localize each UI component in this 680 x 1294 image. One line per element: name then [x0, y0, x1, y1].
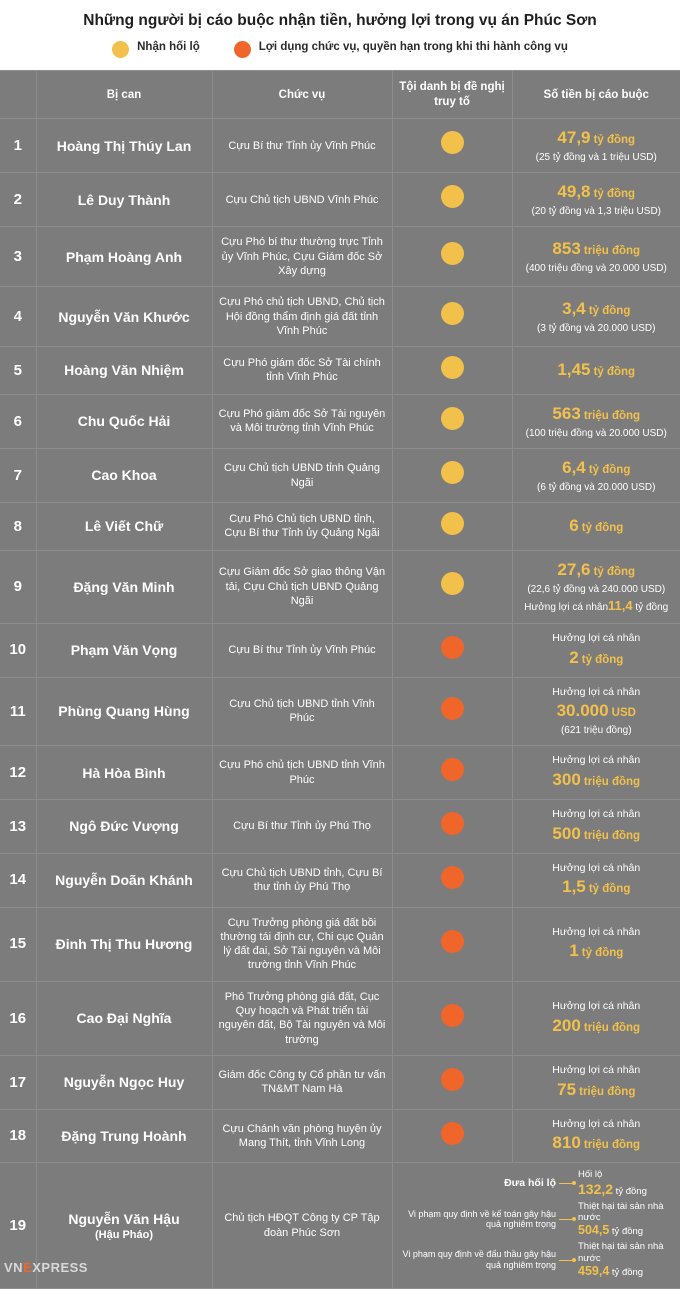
defendant-name: Cao Khoa — [36, 448, 212, 502]
table-row — [0, 1055, 680, 1109]
row-number: 16 — [0, 981, 36, 1055]
charge-cell — [392, 347, 512, 395]
table-row — [0, 623, 680, 677]
amount-value: 27,6 — [557, 559, 591, 579]
defendant-name: Phùng Quang Hùng — [36, 677, 212, 746]
amount-cell — [512, 173, 680, 227]
table-row — [0, 448, 680, 502]
row-number: 19 — [0, 1163, 36, 1289]
amount-unit: tỷ đồng — [593, 565, 636, 578]
charge-amount-value: 459,4 — [578, 1264, 610, 1279]
defendant-name: Lê Viết Chữ — [36, 503, 212, 551]
row-number: 15 — [0, 907, 36, 981]
row-number: 10 — [0, 623, 36, 677]
table-row — [0, 800, 680, 854]
amount-prefix: Hưởng lợi cá nhân — [552, 685, 641, 698]
table-row — [0, 173, 680, 227]
amount-unit: triệu đồng — [579, 1085, 636, 1098]
charge-dot-bribe-icon — [441, 185, 464, 208]
defendant-role: Cựu Trưởng phòng giá đất bồi thường tái định cư, Chi cục Quản lý đất đai, Sở Tài nguyên và Môi trường tỉnh Vĩnh Phúc — [212, 907, 392, 981]
table-row — [0, 287, 680, 347]
defendant-name: Nguyễn Ngọc Huy — [36, 1055, 212, 1109]
legend-dot-bribe-icon — [112, 41, 129, 58]
amount-cell — [512, 394, 680, 448]
row-number: 2 — [0, 173, 36, 227]
table-row — [0, 677, 680, 746]
amount-unit: tỷ đồng — [593, 188, 636, 201]
charge-cell — [392, 1109, 512, 1163]
amount-value: 2 — [569, 647, 579, 667]
legend-label-abuse: Lợi dụng chức vụ, quyền hạn trong khi thi hành công vụ — [258, 41, 568, 54]
amount-detail: (25 tỷ đồng và 1 triệu USD) — [535, 152, 657, 164]
defendant-name: Đinh Thị Thu Hương — [36, 907, 212, 981]
defendant-role: Cựu Phó Chủ tịch UBND tỉnh, Cựu Bí thư Tỉnh ủy Quảng Ngãi — [212, 503, 392, 551]
row-number: 7 — [0, 448, 36, 502]
column-header-money: Số tiền bị cáo buộc — [512, 71, 680, 119]
charge-amount-value: 504,5 — [578, 1223, 610, 1238]
row-number: 9 — [0, 550, 36, 623]
defendant-name: Nguyễn Văn Khước — [36, 287, 212, 347]
charge-cell — [392, 287, 512, 347]
amount-value: 75 — [557, 1079, 577, 1099]
defendant-role: Cựu Bí thư Tỉnh ủy Vĩnh Phúc — [212, 623, 392, 677]
amount-cell — [512, 448, 680, 502]
charge-dot-bribe-icon — [441, 512, 464, 535]
amount-cell — [512, 550, 680, 623]
amount-detail: (100 triệu đồng và 20.000 USD) — [525, 427, 667, 439]
amount-extra: Hưởng lợi cá nhân11,4 tỷ đồng — [524, 597, 669, 613]
charge-name: Đưa hối lộ — [504, 1177, 556, 1190]
defendant-name: Đặng Văn Minh — [36, 550, 212, 623]
charge-breakdown-item — [397, 1241, 677, 1279]
table-header-row — [0, 71, 680, 119]
defendant-role: Cựu Phó giám đốc Sở Tài chính tỉnh Vĩnh Phúc — [212, 347, 392, 395]
defendant-role: Cựu Chánh văn phòng huyện ủy Mang Thít, tỉnh Vĩnh Long — [212, 1109, 392, 1163]
amount-unit: tỷ đồng — [588, 463, 631, 476]
amount-value: 300 — [552, 769, 581, 789]
amount-detail: (22,6 tỷ đồng và 240.000 USD) — [527, 583, 666, 595]
amount-detail: (621 triệu đồng) — [560, 725, 632, 737]
charge-breakdown-item — [397, 1201, 677, 1239]
charge-cell — [392, 173, 512, 227]
defendant-role: Giám đốc Công ty Cổ phần tư vấn TN&MT Nam Hà — [212, 1055, 392, 1109]
amount-unit: triệu đồng — [583, 775, 641, 788]
charge-cell — [392, 746, 512, 800]
charge-cell — [392, 448, 512, 502]
charge-cell — [392, 119, 512, 173]
connector-line — [559, 1183, 575, 1184]
charge-cell — [392, 677, 512, 746]
defendant-role: Cựu Bí thư Tỉnh ủy Vĩnh Phúc — [212, 119, 392, 173]
amount-value: 1 — [569, 941, 579, 961]
row-number: 14 — [0, 853, 36, 907]
amount-value: 853 — [552, 239, 581, 259]
amount-detail: (20 tỷ đồng và 1,3 triệu USD) — [531, 206, 661, 218]
amount-unit: tỷ đồng — [593, 366, 636, 379]
charges-breakdown — [397, 1169, 677, 1279]
row-number: 12 — [0, 746, 36, 800]
row-number: 3 — [0, 227, 36, 287]
amount-extra-value: 11,4 — [608, 597, 633, 613]
amount-cell — [512, 981, 680, 1055]
table-row — [0, 503, 680, 551]
amount-value: 3,4 — [562, 299, 586, 319]
amount-prefix: Hưởng lợi cá nhân — [552, 754, 641, 767]
charge-dot-bribe-icon — [441, 302, 464, 325]
charge-dot-bribe-icon — [441, 131, 464, 154]
defendant-name: Hà Hòa Bình — [36, 746, 212, 800]
row-number: 11 — [0, 677, 36, 746]
amount-unit: tỷ đồng — [581, 522, 624, 535]
legend-label-bribe: Nhận hối lộ — [137, 41, 200, 54]
column-header-name: Bị can — [36, 71, 212, 119]
row-number: 4 — [0, 287, 36, 347]
row-number: 17 — [0, 1055, 36, 1109]
charge-cell — [392, 981, 512, 1055]
table-body — [0, 119, 680, 1289]
amount-prefix: Hưởng lợi cá nhân — [552, 861, 641, 874]
amount-value: 563 — [552, 403, 581, 423]
amount-cell — [512, 287, 680, 347]
amount-prefix: Hưởng lợi cá nhân — [552, 999, 641, 1012]
row-number: 5 — [0, 347, 36, 395]
amount-cell — [512, 1055, 680, 1109]
amount-value: 30.000 — [556, 701, 609, 721]
amount-unit: triệu đồng — [583, 1139, 641, 1152]
charge-dot-bribe-icon — [441, 242, 464, 265]
table-header — [0, 71, 680, 119]
charge-cell — [392, 800, 512, 854]
amount-unit: USD — [611, 707, 636, 720]
charge-cell — [392, 1055, 512, 1109]
amount-prefix: Hưởng lợi cá nhân — [552, 1063, 641, 1076]
charge-name: Vi phạm quy định về đấu thầu gây hậu quả nghiêm trọng — [402, 1249, 556, 1271]
table-row-last — [0, 1163, 680, 1289]
amount-unit: triệu đồng — [583, 245, 641, 258]
amount-prefix: Hưởng lợi cá nhân — [552, 808, 641, 821]
amount-cell — [512, 907, 680, 981]
defendant-alias: (Hậu Pháo) — [94, 1228, 154, 1241]
legend-dot-abuse-icon — [234, 41, 251, 58]
defendant-role: Chủ tịch HĐQT Công ty CP Tập đoàn Phúc Sơn — [212, 1163, 392, 1289]
amount-value: 49,8 — [557, 182, 591, 202]
table-row — [0, 550, 680, 623]
charge-dot-abuse-icon — [441, 866, 464, 889]
amount-detail: (400 triệu đồng và 20.000 USD) — [525, 263, 667, 275]
charge-dot-bribe-icon — [441, 407, 464, 430]
charge-dot-abuse-icon — [441, 812, 464, 835]
amount-cell — [512, 119, 680, 173]
row-number: 8 — [0, 503, 36, 551]
defendant-role: Cựu Phó chủ tịch UBND, Chủ tịch Hội đồng thẩm định giá đất tỉnh Vĩnh Phúc — [212, 287, 392, 347]
defendant-name: Chu Quốc Hải — [36, 394, 212, 448]
amount-unit: triệu đồng — [583, 829, 641, 842]
defendant-name: Nguyễn Doãn Khánh — [36, 853, 212, 907]
column-header-charge: Tội danh bị đề nghị truy tố — [392, 71, 512, 119]
charge-cell — [392, 227, 512, 287]
amount-prefix: Hưởng lợi cá nhân — [552, 631, 641, 644]
charge-dot-abuse-icon — [441, 697, 464, 720]
defendant-name: Phạm Hoàng Anh — [36, 227, 212, 287]
charge-dot-abuse-icon — [441, 1004, 464, 1027]
page-title: Những người bị cáo buộc nhận tiền, hưởng lợi trong vụ án Phúc Sơn — [83, 12, 597, 29]
row-number: 13 — [0, 800, 36, 854]
amount-cell-last — [392, 1163, 680, 1289]
column-header-role: Chức vụ — [212, 71, 392, 119]
defendant-name: Nguyễn Văn Hậu (Hậu Pháo) — [36, 1163, 212, 1289]
amount-cell — [512, 800, 680, 854]
legend-item-abuse — [234, 40, 568, 58]
table-row — [0, 981, 680, 1055]
amount-cell — [512, 1109, 680, 1163]
defendant-name: Cao Đại Nghĩa — [36, 981, 212, 1055]
charge-dot-bribe-icon — [441, 356, 464, 379]
amount-cell — [512, 853, 680, 907]
defendant-role: Cựu Giám đốc Sở giao thông Vận tải, Cựu Chủ tịch UBND Quảng Ngãi — [212, 550, 392, 623]
charge-amount: Hối lộ 132,2 tỷ đồng — [578, 1169, 647, 1197]
amount-value: 1,45 — [557, 360, 591, 380]
amount-unit: tỷ đồng — [588, 883, 631, 896]
defendant-role: Cựu Chủ tịch UBND tỉnh Quảng Ngãi — [212, 448, 392, 502]
amount-cell — [512, 623, 680, 677]
defendant-role: Phó Trưởng phòng giá đất, Cục Quy hoạch và Phát triển tài nguyên đất, Bộ Tài nguyên và Môi trường — [212, 981, 392, 1055]
amount-value: 200 — [552, 1015, 581, 1035]
charge-dot-abuse-icon — [441, 636, 464, 659]
charge-cell — [392, 907, 512, 981]
defendant-role: Cựu Chủ tịch UBND tỉnh, Cựu Bí thư tỉnh ủy Phú Thọ — [212, 853, 392, 907]
defendants-table — [0, 70, 680, 1289]
amount-prefix: Hưởng lợi cá nhân — [552, 925, 641, 938]
amount-unit: tỷ đồng — [581, 653, 624, 666]
column-header-num — [0, 71, 36, 119]
amount-detail: (6 tỷ đồng và 20.000 USD) — [537, 482, 656, 494]
amount-cell — [512, 227, 680, 287]
amount-unit: tỷ đồng — [593, 134, 636, 147]
charge-cell — [392, 394, 512, 448]
amount-value: 1,5 — [562, 877, 586, 897]
table-row — [0, 227, 680, 287]
defendant-role: Cựu Phó chủ tịch UBND tỉnh Vĩnh Phúc — [212, 746, 392, 800]
amount-value: 6 — [569, 516, 579, 536]
watermark: VNEXPRESS — [4, 1260, 88, 1276]
charge-cell — [392, 623, 512, 677]
defendant-role: Cựu Phó bí thư thường trực Tỉnh ủy Vĩnh Phúc, Cựu Giám đốc Sở Xây dựng — [212, 227, 392, 287]
amount-unit: triệu đồng — [583, 409, 641, 422]
defendant-name: Hoàng Thị Thúy Lan — [36, 119, 212, 173]
table-row — [0, 853, 680, 907]
charge-dot-abuse-icon — [441, 758, 464, 781]
table-row — [0, 394, 680, 448]
legend-item-bribe — [112, 40, 200, 58]
defendant-role: Cựu Chủ tịch UBND Vĩnh Phúc — [212, 173, 392, 227]
charge-breakdown-item — [397, 1169, 677, 1197]
charge-amount: Thiệt hại tài sản nhà nước 504,5 tỷ đồng — [578, 1200, 664, 1238]
row-number: 1 — [0, 119, 36, 173]
defendant-name: Phạm Văn Vọng — [36, 623, 212, 677]
amount-value: 500 — [552, 823, 581, 843]
charge-dot-abuse-icon — [441, 930, 464, 953]
table-row — [0, 347, 680, 395]
amount-cell — [512, 677, 680, 746]
table-row — [0, 1109, 680, 1163]
amount-detail: (3 tỷ đồng và 20.000 USD) — [537, 323, 656, 335]
defendant-name: Ngô Đức Vượng — [36, 800, 212, 854]
row-number: 6 — [0, 394, 36, 448]
defendant-name: Lê Duy Thành — [36, 173, 212, 227]
amount-unit: tỷ đồng — [588, 305, 631, 318]
charge-cell — [392, 853, 512, 907]
amount-unit: tỷ đồng — [581, 947, 624, 960]
connector-line — [559, 1260, 575, 1261]
charge-amount-value: 132,2 — [578, 1180, 614, 1197]
amount-cell — [512, 347, 680, 395]
table-row — [0, 907, 680, 981]
row-number: 18 — [0, 1109, 36, 1163]
charge-amount: Thiệt hại tài sản nhà nước 459,4 tỷ đồng — [578, 1241, 664, 1279]
charge-dot-abuse-icon — [441, 1122, 464, 1145]
charge-dot-bribe-icon — [441, 461, 464, 484]
defendant-role: Cựu Chủ tịch UBND tỉnh Vĩnh Phúc — [212, 677, 392, 746]
defendant-name: Hoàng Văn Nhiệm — [36, 347, 212, 395]
defendant-role: Cựu Bí thư Tỉnh ủy Phú Thọ — [212, 800, 392, 854]
charge-dot-bribe-icon — [441, 572, 464, 595]
legend — [0, 38, 680, 70]
charge-name: Vi phạm quy định về kế toán gây hậu quả nghiêm trọng — [408, 1208, 556, 1230]
amount-value: 6,4 — [562, 457, 586, 477]
charge-cell — [392, 503, 512, 551]
table-row — [0, 746, 680, 800]
defendant-name: Đặng Trung Hoành — [36, 1109, 212, 1163]
connector-line — [559, 1219, 575, 1220]
charge-dot-abuse-icon — [441, 1068, 464, 1091]
defendant-role: Cựu Phó giám đốc Sở Tài nguyên và Môi trường tỉnh Vĩnh Phúc — [212, 394, 392, 448]
charge-cell — [392, 550, 512, 623]
amount-unit: triệu đồng — [583, 1021, 641, 1034]
table-row — [0, 119, 680, 173]
amount-cell — [512, 503, 680, 551]
amount-value: 47,9 — [557, 128, 591, 148]
amount-value: 810 — [552, 1133, 581, 1153]
amount-cell — [512, 746, 680, 800]
amount-prefix: Hưởng lợi cá nhân — [552, 1117, 641, 1130]
